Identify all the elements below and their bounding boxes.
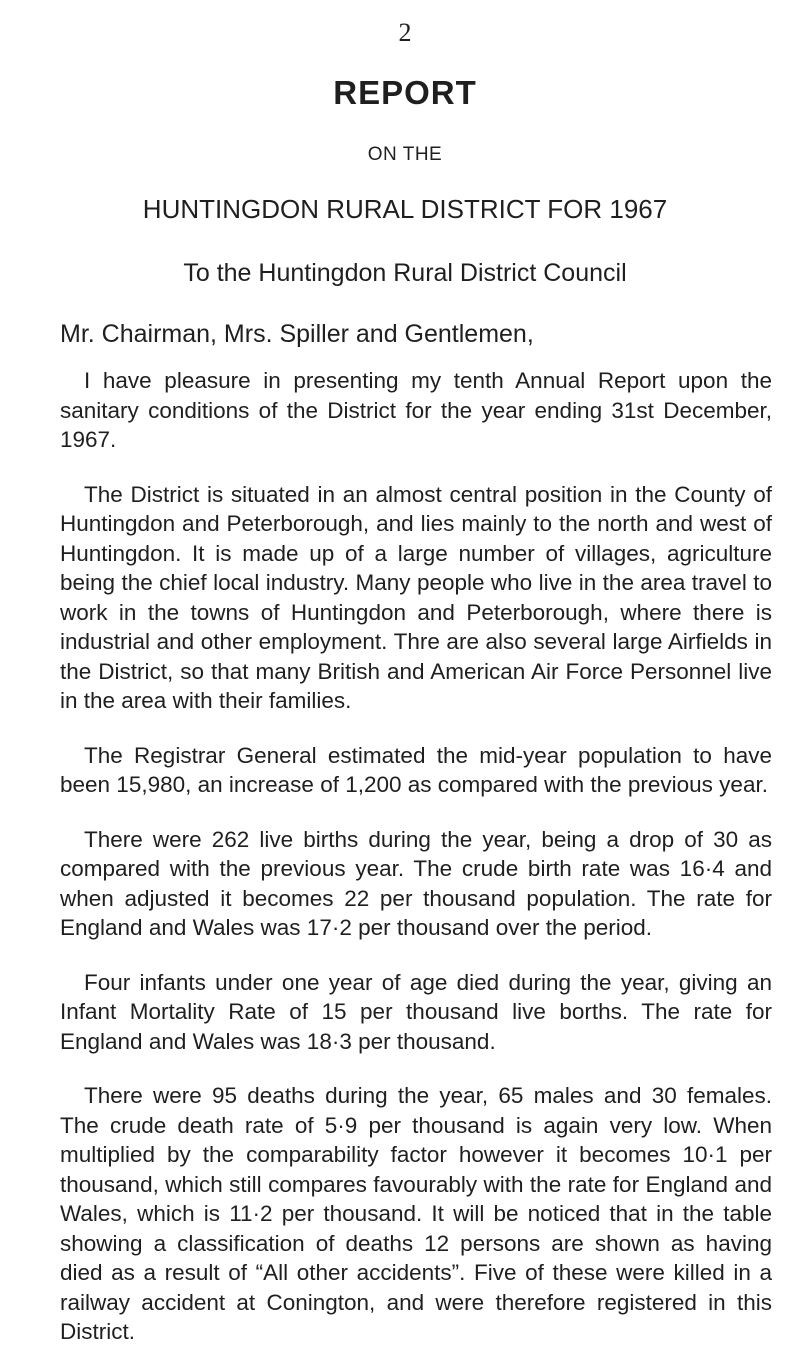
paragraph-infant-mortality: Four infants under one year of age died during the year, giving an Infant Mortality Rate of 15 per thousand live borths. The rate for England and Wales was 18·3 per thousand. (60, 969, 772, 1054)
report-body (60, 366, 772, 1372)
addressee-line: To the Huntingdon Rural District Council (183, 259, 627, 287)
district-heading: HUNTINGDON RURAL DISTRICT FOR 1967 (142, 194, 668, 224)
report-subtitle: ON THE (367, 144, 443, 165)
report-title: REPORT (333, 74, 477, 111)
paragraph-introduction: I have pleasure in presenting my tenth Annual Report upon the sanitary conditions of the District for the year ending 31st December, 1967. (60, 368, 772, 452)
salutation: Mr. Chairman, Mrs. Spiller and Gentlemen, (60, 320, 534, 348)
page-number: 2 (398, 18, 412, 47)
paragraph-deaths: There were 95 deaths during the year, 65 males and 30 females. The crude death rate of 5·9 per thousand is again very low. When multiplied by the comparability factor however it becomes 10·1 per thousand, which still compares favourably with the rate for England and Wales, which is 11·2 per thousand. It will be noticed that in the table showing a classification of deaths 12 persons are shown as having died as a result of “All other accidents”. Five of these were killed in a railway accident at Conington, and were therefore registered in this District. (60, 1083, 772, 1344)
paragraph-population: The Registrar General estimated the mid-year population to have been 15,980, an increase of 1,200 as compared with the previous year. (60, 742, 772, 797)
paragraph-district-description: The District is situated in an almost central position in the County of Huntingdon and Peterborough, and lies mainly to the north and west of Huntingdon. It is made up of a large number of villages, agriculture being the chief local industry. Many people who live in the area travel to work in the towns of Huntingdon and Peterborough, where there is industrial and other employment. Thre are also several large Airfields in the District, so that many British and American Air Force Personnel live in the area with their families. (60, 481, 772, 713)
paragraph-live-births: There were 262 live births during the year, being a drop of 30 as compared with the previous year. The crude birth rate was 16·4 and when adjusted it becomes 22 per thousand population. The rate for England and Wales was 17·2 per thousand over the period. (60, 826, 772, 940)
